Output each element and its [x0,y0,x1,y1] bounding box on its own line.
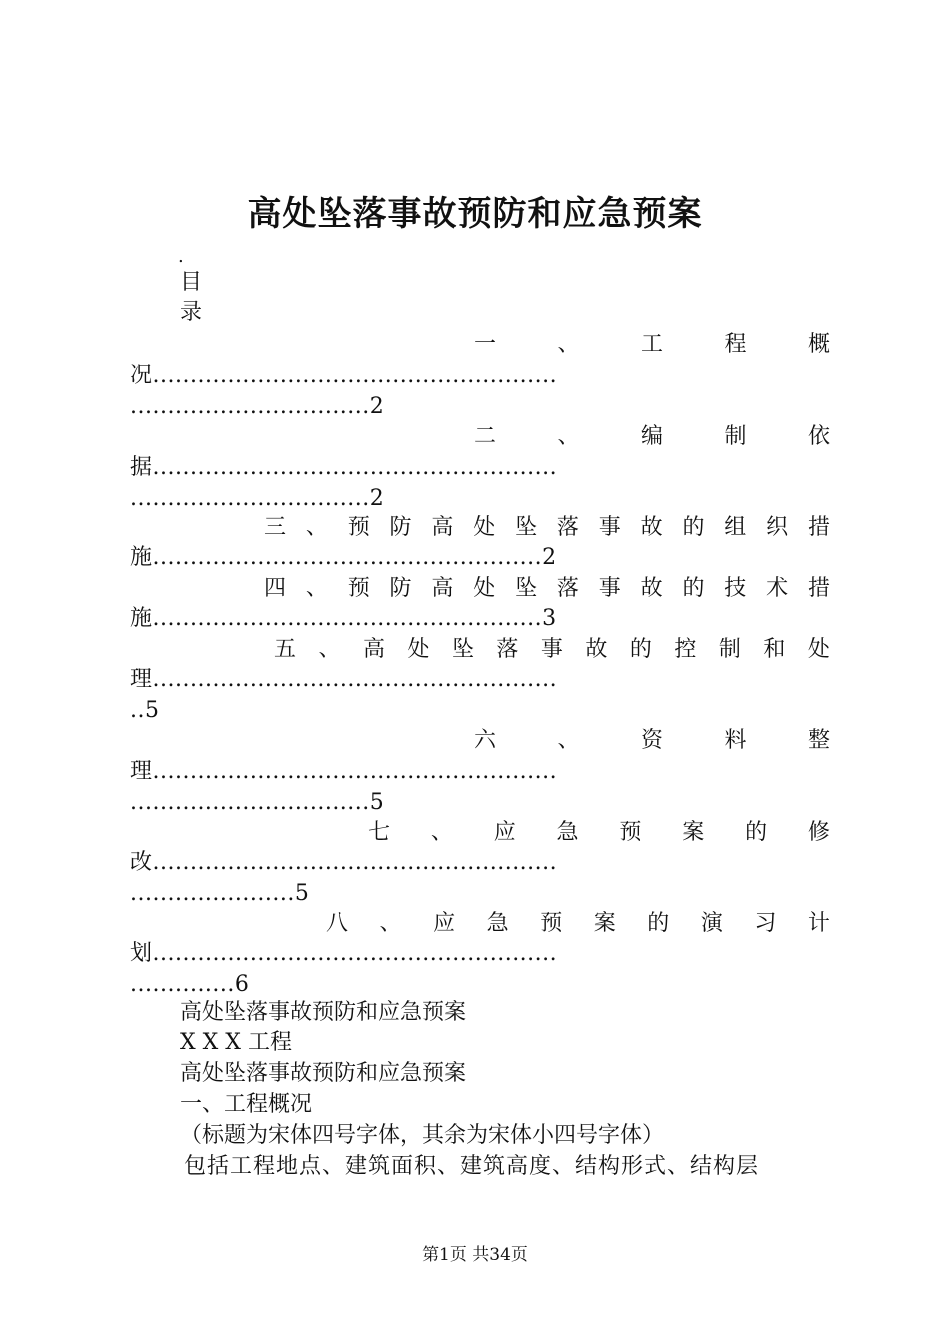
toc-entry-4-leader: 施....................................................3 [130,606,557,631]
toc-char: 、 [557,728,580,753]
toc-page-number: 2 [369,486,385,511]
toc-char: 料 [724,728,747,753]
toc-char: 处 [473,576,496,601]
toc-char: 防 [389,515,412,540]
toc-char: 、 [430,820,453,845]
toc-char: 事 [598,576,621,601]
toc-entry-3-heading[interactable] [264,513,830,543]
toc-page-number: 5 [369,790,385,815]
toc-char: 故 [640,515,663,540]
toc-char: 修 [807,820,830,845]
toc-char: 、 [305,515,328,540]
toc-char: 工 [640,332,663,357]
toc-char: 处 [807,637,830,662]
toc-char: 案 [682,820,705,845]
toc-entry-2-leader-cont: ................................2 [130,486,385,511]
toc-char: 坠 [515,576,538,601]
toc-char: 的 [745,820,768,845]
dot-marker: . [178,246,184,267]
toc-char: 概 [807,332,830,357]
toc-entry-1-heading[interactable] [474,330,830,360]
toc-heading-char-2: 录 [180,300,203,325]
toc-char: 处 [473,515,496,540]
toc-char: 落 [496,637,519,662]
toc-entry-7-heading[interactable] [368,818,830,848]
toc-char: 术 [766,576,789,601]
toc-char: 演 [700,911,723,936]
toc-char: 的 [647,911,670,936]
toc-char: 、 [305,576,328,601]
toc-entry-5-leader: 理...................................................... [130,667,558,692]
toc-char: 预 [619,820,642,845]
toc-char: 坠 [515,515,538,540]
toc-heading-char-1: 目 [180,270,203,295]
toc-char: 、 [557,332,580,357]
toc-char: 依 [807,424,830,449]
toc-char: 故 [585,637,608,662]
toc-char: 和 [763,637,786,662]
body-project-name: X X X 工程 [180,1030,292,1055]
toc-char: 的 [682,576,705,601]
toc-char: 的 [682,515,705,540]
toc-entry-6-leader-cont: ................................5 [130,790,385,815]
toc-char: 五 [274,637,297,662]
toc-entry-5-leader-cont: ..5 [130,698,160,723]
section-heading: 一、工程概况 [180,1092,313,1117]
toc-char: 急 [556,820,579,845]
toc-char: 案 [593,911,616,936]
toc-char: 制 [718,637,741,662]
toc-char: 坠 [451,637,474,662]
toc-char: 故 [640,576,663,601]
toc-char: 事 [598,515,621,540]
toc-entry-2-leader: 据...................................................... [130,455,558,480]
toc-char: 急 [486,911,509,936]
toc-char: 习 [754,911,777,936]
toc-char: 四 [264,576,287,601]
toc-char: 事 [540,637,563,662]
body-doc-title: 高处坠落事故预防和应急预案 [180,1000,467,1025]
toc-char: 技 [724,576,747,601]
toc-char: 的 [629,637,652,662]
toc-page-number: 6 [234,972,250,997]
toc-page-number: 5 [145,698,160,723]
toc-char: 织 [766,515,789,540]
toc-entry-8-leader-cont: ..............6 [130,972,250,997]
toc-entry-8-heading[interactable] [326,909,830,939]
toc-char: 制 [724,424,747,449]
toc-char: 落 [556,576,579,601]
toc-entry-6-leader: 理...................................................... [130,759,558,784]
toc-char: 应 [433,911,456,936]
body-paragraph: 包括工程地点、建筑面积、建筑高度、结构形式、结构层 [184,1154,760,1179]
toc-char: 措 [807,515,830,540]
toc-page-number: 2 [369,394,385,419]
toc-char: 措 [807,576,830,601]
toc-char: 、 [318,637,341,662]
toc-page-number: 5 [294,881,310,906]
toc-entry-7-leader: 改...................................................... [130,850,558,875]
toc-char: 高 [431,515,454,540]
toc-char: 预 [347,576,370,601]
toc-char: 计 [807,911,830,936]
toc-entry-7-leader-cont: ......................5 [130,881,310,906]
toc-char: 一 [474,332,497,357]
toc-char: 处 [407,637,430,662]
toc-page-number: 2 [542,545,557,570]
toc-char: 三 [264,515,287,540]
page-footer: 第1页 共34页 [422,1245,528,1265]
toc-entry-3-leader: 施....................................................2 [130,545,557,570]
toc-char: 防 [389,576,412,601]
toc-char: 预 [540,911,563,936]
toc-entry-5-heading[interactable] [274,635,830,665]
toc-char: 应 [493,820,516,845]
toc-entry-1-leader-cont: ................................2 [130,394,385,419]
toc-char: 控 [674,637,697,662]
toc-entry-8-leader: 划...................................................... [130,941,558,966]
toc-char: 高 [362,637,385,662]
toc-char: 组 [724,515,747,540]
toc-char: 整 [807,728,830,753]
body-plan-title: 高处坠落事故预防和应急预案 [180,1061,467,1086]
toc-char: 、 [379,911,402,936]
toc-char: 二 [474,424,497,449]
toc-entry-1-leader: 况...................................................... [130,363,558,388]
toc-entry-6-heading[interactable] [474,726,830,756]
toc-char: 高 [431,576,454,601]
toc-entry-4-heading[interactable] [264,574,830,604]
format-note: （标题为宋体四号字体，其余为宋体小四号字体） [180,1123,665,1148]
toc-char: 程 [724,332,747,357]
toc-char: 八 [326,911,349,936]
toc-char: 预 [347,515,370,540]
toc-char: 六 [474,728,497,753]
toc-char: 编 [640,424,663,449]
toc-char: 、 [557,424,580,449]
toc-char: 七 [368,820,391,845]
document-title: 高处坠落事故预防和应急预案 [247,194,703,234]
toc-char: 资 [640,728,663,753]
toc-char: 落 [556,515,579,540]
toc-entry-2-heading[interactable] [474,422,830,452]
toc-page-number: 3 [542,606,557,631]
